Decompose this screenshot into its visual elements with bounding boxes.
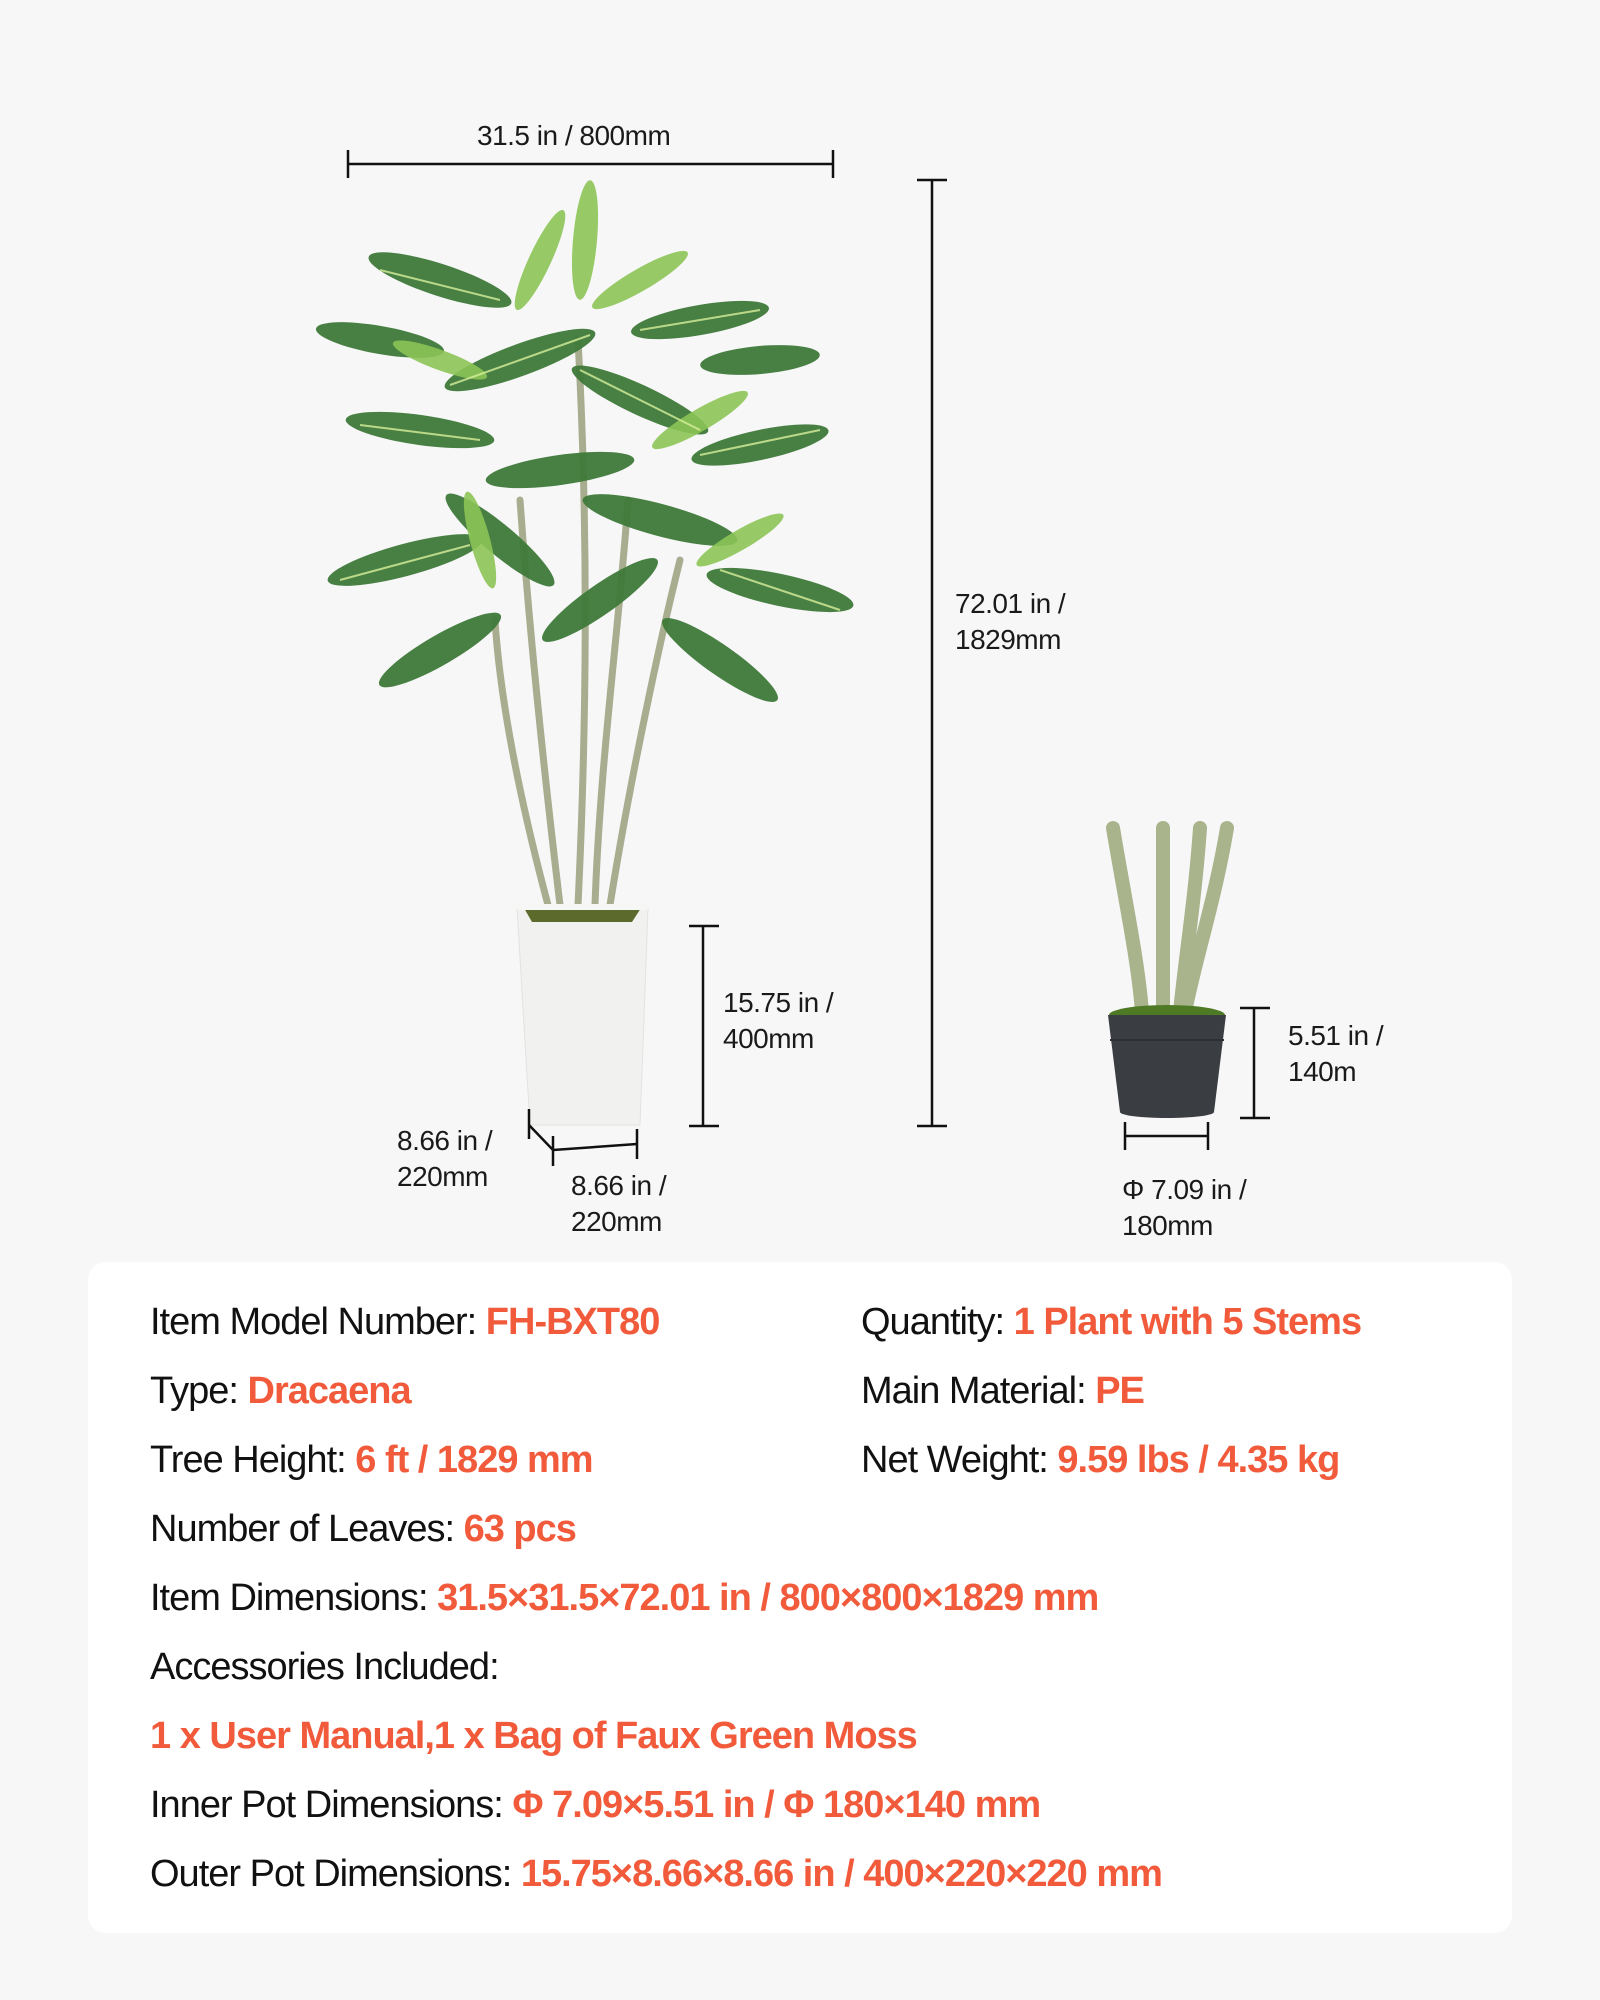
height-dimension-line1: 72.01 in /	[955, 588, 1066, 619]
outer-pot-height-label	[723, 985, 833, 1057]
spec-accessories-label: Accessories Included:	[150, 1646, 499, 1688]
spec-inner-pot-value: Φ 7.09×5.51 in / Φ 180×140 mm	[512, 1784, 1041, 1826]
inner-pot	[1108, 1005, 1226, 1118]
spec-net-weight-label: Net Weight:	[861, 1439, 1058, 1481]
spec-outer-pot-label: Outer Pot Dimensions:	[150, 1853, 521, 1895]
spec-leaves-value: 63 pcs	[463, 1508, 576, 1550]
outer-pot-height-line2: 400mm	[723, 1023, 814, 1054]
spec-leaves-label: Number of Leaves:	[150, 1508, 464, 1550]
outer-pot-depth-line1: 8.66 in /	[397, 1125, 493, 1156]
spec-tree-height-label: Tree Height:	[150, 1439, 356, 1481]
inner-pot-diameter-line1: Φ 7.09 in /	[1122, 1174, 1247, 1205]
spec-material-label: Main Material:	[861, 1370, 1096, 1412]
inner-pot-diameter-label	[1122, 1172, 1246, 1244]
spec-tree-height-value: 6 ft / 1829 mm	[355, 1439, 593, 1481]
outer-pot-height-line1: 15.75 in /	[723, 987, 834, 1018]
spec-outer-pot	[150, 1851, 1162, 1897]
spec-outer-pot-value: 15.75×8.66×8.66 in / 400×220×220 mm	[520, 1853, 1162, 1895]
inner-pot-height-line1: 5.51 in /	[1288, 1020, 1384, 1051]
spec-item-dimensions	[150, 1575, 1098, 1621]
spec-inner-pot-label: Inner Pot Dimensions:	[150, 1784, 513, 1826]
spec-type-label: Type:	[150, 1370, 248, 1412]
spec-quantity	[861, 1299, 1361, 1345]
spec-quantity-label: Quantity:	[861, 1301, 1014, 1343]
spec-net-weight-value: 9.59 lbs / 4.35 kg	[1057, 1439, 1340, 1481]
inner-pot-height-label	[1288, 1018, 1383, 1090]
spec-accessories-value-row	[150, 1713, 917, 1759]
spec-type-value: Dracaena	[247, 1370, 411, 1412]
spec-model	[150, 1299, 659, 1345]
spec-tree-height	[150, 1437, 593, 1483]
inner-pot-diameter-line2: 180mm	[1122, 1210, 1213, 1241]
spec-material	[861, 1368, 1144, 1414]
height-dimension-line2: 1829mm	[955, 624, 1061, 655]
spec-item-dimensions-value: 31.5×31.5×72.01 in / 800×800×1829 mm	[437, 1577, 1099, 1619]
outer-pot-depth-label	[397, 1123, 492, 1195]
spec-accessories-label-row	[150, 1644, 499, 1690]
spec-type	[150, 1368, 411, 1414]
outer-pot-width-label	[571, 1168, 666, 1240]
spec-leaves	[150, 1506, 576, 1552]
width-dimension-label: 31.5 in / 800mm	[477, 120, 671, 151]
inner-pot-stems	[1113, 828, 1227, 1012]
outer-pot-width-line1: 8.66 in /	[571, 1170, 667, 1201]
height-dimension-label	[955, 586, 1065, 658]
inner-pot-height-line2: 140m	[1288, 1056, 1357, 1087]
outer-pot-depth-line2: 220mm	[397, 1161, 488, 1192]
spec-inner-pot	[150, 1782, 1040, 1828]
spec-item-dimensions-label: Item Dimensions:	[150, 1577, 438, 1619]
spec-quantity-value: 1 Plant with 5 Stems	[1013, 1301, 1362, 1343]
spec-accessories-value: 1 x User Manual,1 x Bag of Faux Green Moss	[150, 1715, 917, 1757]
spec-model-value: FH-BXT80	[485, 1301, 660, 1343]
spec-material-value: PE	[1095, 1370, 1144, 1412]
outer-pot	[517, 904, 648, 1125]
spec-model-label: Item Model Number:	[150, 1301, 486, 1343]
spec-net-weight	[861, 1437, 1339, 1483]
outer-pot-width-line2: 220mm	[571, 1206, 662, 1237]
